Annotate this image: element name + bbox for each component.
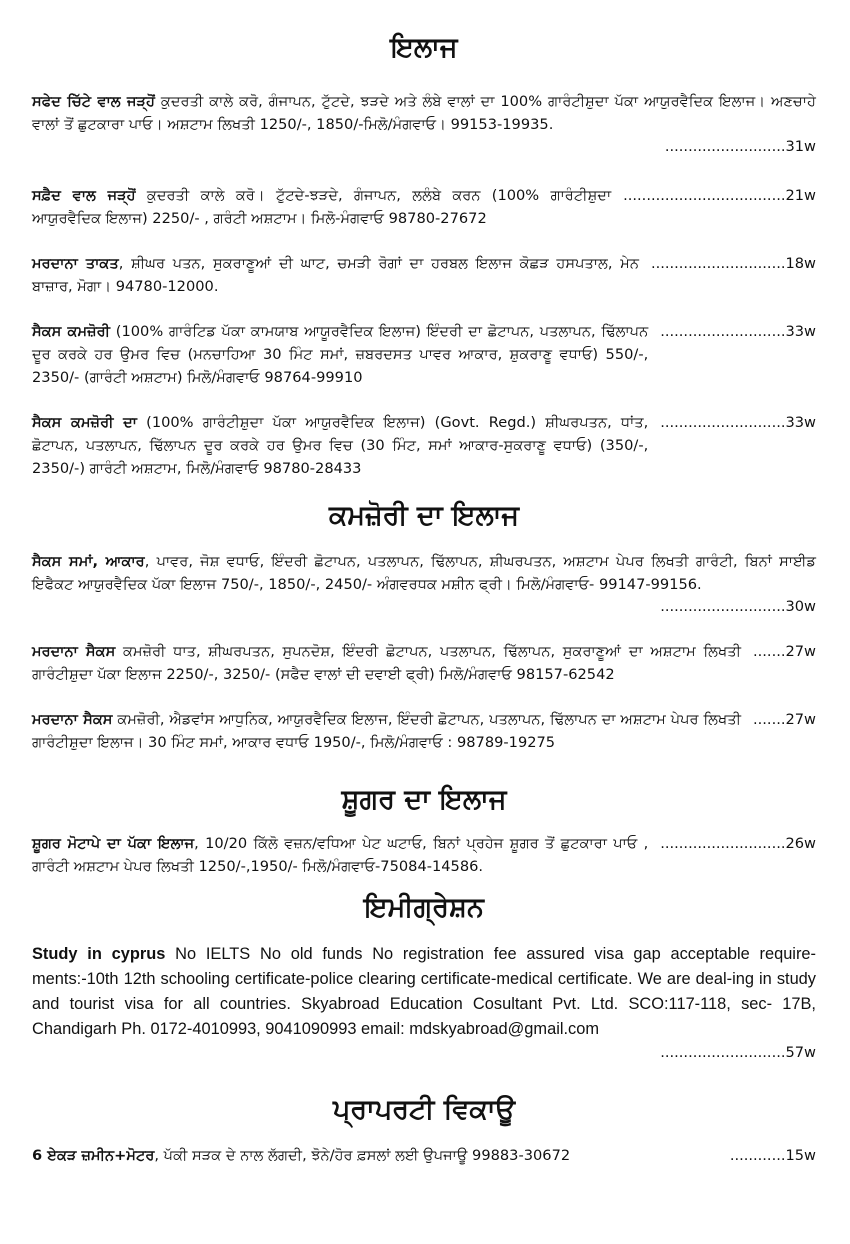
ad-lead: ਮਰਦਾਨਾ ਤਾਕਤ — [32, 255, 119, 272]
ad-lead: ਸ਼ੂਗਰ ਮੋਟਾਪੇ ਦਾ ਪੱਕਾ ਇਲਾਜ — [32, 835, 195, 852]
ad-code: .............................18w — [650, 255, 816, 272]
ad-text — [32, 942, 816, 1042]
ad-code: ...........................26w — [660, 835, 816, 852]
ad-body: (100% ਗਾਰੰਟੀਸ਼ੁਦਾ ਪੱਕਾ ਆਯੁਰਵੈਦਿਕ ਇਲਾਜ) (Govt. Regd.) ਸ਼ੀਘਰਪਤਨ, ਧਾਂਤ, ਛੋਟਾਪਨ, ਪਤਲਾਪਨ, ਢਿੱਲਾਪਨ ਦੂਰ ਕਰਕੇ ਹਰ ਉਮਰ ਵਿਚ (30 ਮਿੰਟ, ਸਮਾਂ ਆਕਾਰ-ਸੁਕਰਾਣੂ ਵਧਾਓ) (350/-, 2350/-) ਗਾਰੰਟੀ ਅਸ਼ਟਾਮ, ਮਿਲੋ/ਮੰਗਵਾਓ 98780-28433 — [32, 414, 649, 477]
ad-code: .......27w — [753, 711, 816, 728]
ad-text — [32, 90, 816, 136]
ad-lead: ਸੈਕਸ ਸਮਾਂ, ਆਕਾਰ — [32, 553, 145, 570]
ad-code: ...........................30w — [660, 598, 816, 615]
ad-text — [32, 1144, 718, 1167]
classified-ad — [32, 942, 816, 1064]
ad-text — [32, 550, 816, 596]
classified-ad — [32, 832, 816, 878]
ad-lead: ਸੈਕਸ ਕਮਜ਼ੋਰੀ ਦਾ — [32, 414, 137, 431]
ad-body: , 10/20 ਕਿੱਲੋ ਵਜ਼ਨ/ਵਧਿਆ ਪੇਟ ਘਟਾਓ, ਬਿਨਾਂ ਪ੍ਰਹੇਜ ਸ਼ੂਗਰ ਤੋਂ ਛੁਟਕਾਰਾ ਪਾਓ , ਗਾਰੰਟੀ ਅਸ਼ਟਾਮ ਪੇਪਰ ਲਿਖਤੀ 1250/-,1950/- ਮਿਲੋ/ਮੰਗਵਾਓ-75084-14586. — [32, 835, 649, 875]
ad-body: ਕੁਦਰਤੀ ਕਾਲੇ ਕਰੋ। ਟੁੱਟਦੇ-ਝੜਦੇ, ਗੰਜਾਪਨ, ਲਲੰਬੇ ਕਰਨ (100% ਗਾਰੰਟੀਸ਼ੁਦਾ ਆਯੁਰਵੈਦਿਕ ਇਲਾਜ) 2250/- , ਗਰੰਟੀ ਅਸ਼ਟਾਮ। ਮਿਲੋ-ਮੰਗਵਾਓ 98780-27672 — [32, 187, 612, 227]
ad-text — [32, 708, 741, 754]
classified-ad — [32, 640, 816, 686]
ad-lead: ਸਫ਼ੈਦ ਵਾਲ ਜੜ੍ਹੋਂ — [32, 187, 136, 204]
ad-body: ਕੁਦਰਤੀ ਕਾਲੇ ਕਰੋ, ਗੰਜਾਪਨ, ਟੁੱਟਦੇ, ਝੜਦੇ ਅਤੇ ਲੰਬੇ ਵਾਲਾਂ ਦਾ 100% ਗਾਰੰਟੀਸ਼ੁਦਾ ਪੱਕਾ ਆਯੁਰਵੈਦਿਕ ਇਲਾਜ। ਅਣਚਾਹੇ ਵਾਲਾਂ ਤੋਂ ਛੁਟਕਾਰਾ ਪਾਓ। ਅਸ਼ਟਾਮ ਲਿਖਤੀ 1250/-, 1850/-ਮਿਲੋ/ਮੰਗਵਾਓ। 99153-19935. — [32, 93, 816, 133]
ad-lead: Study in cyprus — [32, 945, 166, 963]
ad-text — [32, 640, 741, 686]
ad-body: (100% ਗਾਰੰਟਿਡ ਪੱਕਾ ਕਾਮਯਾਬ ਆਯੂਰਵੈਦਿਕ ਇਲਾਜ) ਇੰਦਰੀ ਦਾ ਛੋਟਾਪਨ, ਪਤਲਾਪਨ, ਢਿੱਲਾਪਨ ਦੂਰ ਕਰਕੇ ਹਰ ਉਮਰ ਵਿਚ (ਮਨਚਾਹਿਆ 30 ਮਿੰਟ ਸਮਾਂ, ਜ਼ਬਰਦਸਤ ਪਾਵਰ ਆਕਾਰ, ਸ਼ੁਕਰਾਣੂ ਵਧਾਓ) 550/-, 2350/- (ਗਾਰੰਟੀ ਅਸ਼ਟਾਮ) ਮਿਲੋ/ਮੰਗਵਾਓ 98764-99910 — [32, 323, 649, 386]
section-heading-property-for-sale: ਪ੍ਰਾਪਰਟੀ ਵਿਕਾਊ — [332, 1094, 516, 1125]
ad-code: ...........................57w — [660, 1044, 816, 1061]
ad-code: ...........................33w — [660, 414, 816, 431]
classified-ad — [32, 550, 816, 618]
classified-ad — [32, 708, 816, 754]
ad-text — [32, 320, 648, 389]
section-heading-immigration: ਇਮੀਗ੍ਰੇਸ਼ਨ — [364, 892, 484, 923]
classified-ad — [32, 320, 816, 389]
section-heading-sugar-treatment: ਸ਼ੂਗਰ ਦਾ ਇਲਾਜ — [341, 784, 507, 815]
ad-code: ..........................31w — [664, 138, 816, 155]
classified-ad — [32, 90, 816, 158]
ad-text — [32, 411, 648, 480]
ad-body: , ਸ਼ੀਘਰ ਪਤਨ, ਸੁਕਰਾਣੂਆਂ ਦੀ ਘਾਟ, ਚਮੜੀ ਰੋਗਾਂ ਦਾ ਹਰਬਲ ਇਲਾਜ ਕੋਛੜ ਹਸਪਤਾਲ, ਮੇਨ ਬਾਜ਼ਾਰ, ਮੋਗਾ। 94780-12000. — [32, 255, 639, 295]
ad-text — [32, 184, 611, 230]
classified-ad — [32, 252, 816, 298]
ad-body: ਕਮਜ਼ੋਰੀ, ਐਡਵਾਂਸ ਆਧੁਨਿਕ, ਆਯੁਰਵੈਦਿਕ ਇਲਾਜ, ਇੰਦਰੀ ਛੋਟਾਪਨ, ਪਤਲਾਪਨ, ਢਿੱਲਾਪਨ ਦਾ ਅਸ਼ਟਾਮ ਪੇਪਰ ਲਿਖਤੀ ਗਾਰੰਟੀਸ਼ੁਦਾ ਇਲਾਜ। 30 ਮਿੰਟ ਸਮਾਂ, ਆਕਾਰ ਵਧਾਓ 1950/-, ਮਿਲੋ/ਮੰਗਵਾਓ : 98789-19275 — [32, 711, 742, 751]
ad-body: No IELTS No old funds No registration fee assured visa gap acceptable require-ments:-10th 12th schooling certificate-police clearing certificate-medical certificate. We are deal-ing in study and tourist visa for all countries. Skyabroad Education Cosultant Pvt. Ltd. SCO:117-118, sec- 17B, Chandigarh Ph. 0172-4010993, 9041090993 email: mdskyabroad@gmail.com — [32, 945, 816, 1038]
classified-ad — [32, 1144, 816, 1167]
classified-ad — [32, 411, 816, 480]
ad-body: , ਪੱਕੀ ਸੜਕ ਦੇ ਨਾਲ ਲੱਗਦੀ, ਝੋਨੇ/ਹੋਰ ਫ਼ਸਲਾਂ ਲਈ ਉਪਜਾਊ 99883-30672 — [154, 1147, 571, 1164]
ad-text — [32, 252, 639, 298]
ad-lead: ਮਰਦਾਨਾ ਸੈਕਸ — [32, 643, 116, 660]
section-heading-weakness-treatment: ਕਮਜ਼ੋਰੀ ਦਾ ਇਲਾਜ — [328, 500, 520, 531]
ad-lead: ਮਰਦਾਨਾ ਸੈਕਸ — [32, 711, 113, 728]
ad-code: .......27w — [753, 643, 816, 660]
ad-body: , ਪਾਵਰ, ਜੋਸ਼ ਵਧਾਓ, ਇੰਦਰੀ ਛੋਟਾਪਨ, ਪਤਲਾਪਨ, ਢਿੱਲਾਪਨ, ਸ਼ੀਘਰਪਤਨ, ਅਸ਼ਟਾਮ ਪੇਪਰ ਲਿਖਤੀ ਗਾਰੰਟੀ, ਬਿਨਾਂ ਸਾਈਡ ਇਫੈਕਟ ਆਯੁਰਵੈਦਿਕ ਪੱਕਾ ਇਲਾਜ 750/-, 1850/-, 2450/- ਅੰਗਵਰਧਕ ਮਸ਼ੀਨ ਫ੍ਰੀ। ਮਿਲੋ/ਮੰਗਵਾਓ- 99147-99156. — [32, 553, 816, 593]
ad-body: ਕਮਜ਼ੋਰੀ ਧਾਤ, ਸ਼ੀਘਰਪਤਨ, ਸੁਪਨਦੋਸ਼, ਇੰਦਰੀ ਛੋਟਾਪਨ, ਪਤਲਾਪਨ, ਢਿੱਲਾਪਨ, ਸੁਕਰਾਣੂਆਂ ਦਾ ਅਸ਼ਟਾਮ ਲਿਖਤੀ ਗਾਰੰਟੀਸ਼ੁਦਾ ਪੱਕਾ ਇਲਾਜ 2250/-, 3250/- (ਸਫੈਦ ਵਾਲਾਂ ਦੀ ਦਵਾਈ ਫ੍ਰੀ) ਮਿਲੋ/ਮੰਗਵਾਓ 98157-62542 — [32, 643, 742, 683]
ad-code: ...................................21w — [623, 187, 816, 204]
ad-code: ............15w — [729, 1147, 816, 1164]
ad-text — [32, 832, 648, 878]
ad-code: ...........................33w — [660, 323, 816, 340]
ad-lead: 6 ਏਕੜ ਜ਼ਮੀਨ+ਮੋਟਰ — [32, 1147, 155, 1164]
ad-lead: ਸਫੇਦ ਚਿੱਟੇ ਵਾਲ ਜੜ੍ਹੋਂ — [32, 93, 156, 110]
section-heading-ilaaj: ਇਲਾਜ — [390, 32, 458, 63]
ad-lead: ਸੈਕਸ ਕਮਜ਼ੋਰੀ — [32, 323, 111, 340]
classified-ad — [32, 184, 816, 230]
